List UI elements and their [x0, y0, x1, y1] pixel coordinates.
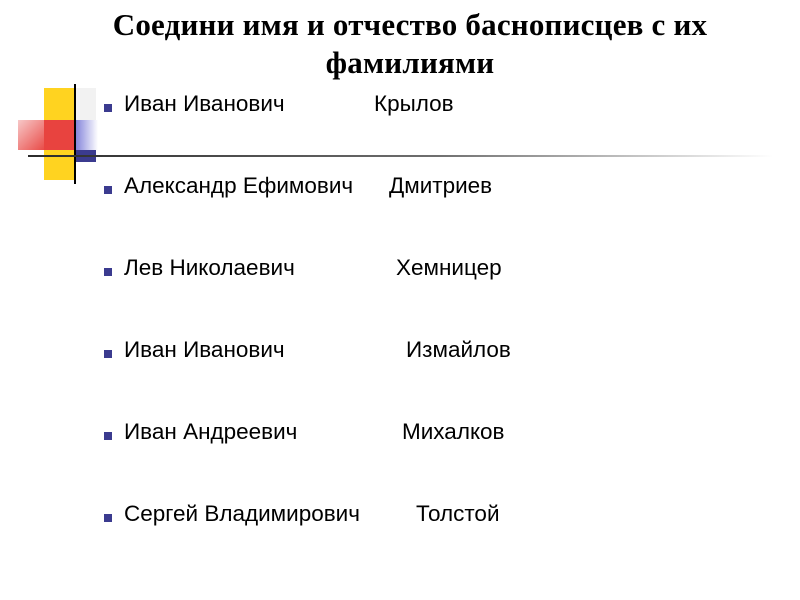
surname: Крылов [374, 91, 454, 116]
name-pair [124, 174, 794, 199]
list-item [104, 502, 794, 584]
surname: Измайлов [406, 337, 511, 362]
logo-square-light [74, 88, 96, 120]
list-item [104, 92, 794, 174]
name-pair [124, 502, 794, 527]
name-pair [124, 338, 794, 363]
given-patronymic: Сергей Владимирович [124, 501, 360, 526]
bullet-icon [104, 432, 112, 440]
page-title: Соедини имя и отчество баснописцев с их фамилиями [112, 7, 708, 81]
colored-squares-logo-icon [18, 88, 110, 180]
bullet-icon [104, 350, 112, 358]
surname: Толстой [416, 501, 500, 526]
name-pair [124, 92, 794, 117]
logo-square-yellow [44, 88, 74, 120]
given-patronymic: Александр Ефимович [124, 173, 354, 198]
surname: Дмитриев [389, 173, 493, 198]
logo-gradient-blue [74, 120, 98, 150]
logo-vertical-line [74, 84, 76, 184]
list-item [104, 420, 794, 502]
surname: Хемницер [396, 255, 502, 280]
list-item [104, 256, 794, 338]
bullet-icon [104, 186, 112, 194]
bullet-icon [104, 514, 112, 522]
list-item [104, 338, 794, 420]
bullet-icon [104, 104, 112, 112]
name-pair [124, 256, 794, 281]
given-patronymic: Иван Иванович [124, 337, 285, 362]
logo-square-red [44, 120, 74, 150]
given-patronymic: Иван Иванович [124, 91, 285, 116]
surname: Михалков [402, 419, 505, 444]
name-pair [124, 420, 794, 445]
given-patronymic: Иван Андреевич [124, 419, 298, 444]
list-item [104, 174, 794, 256]
name-pair-list [104, 92, 794, 584]
bullet-icon [104, 268, 112, 276]
given-patronymic: Лев Николаевич [124, 255, 295, 280]
